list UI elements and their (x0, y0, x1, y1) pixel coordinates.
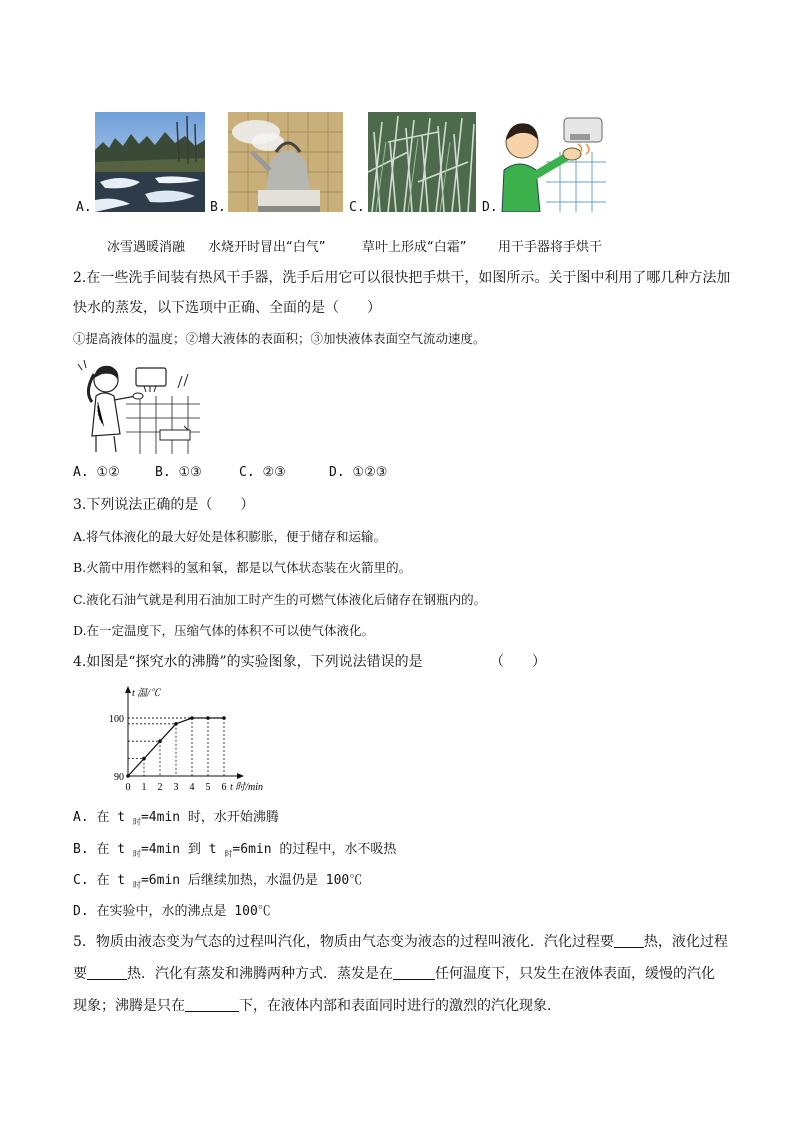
q4-option-a-sub: 时 (132, 817, 141, 827)
q4-option-a-post: =4min 时，水开始沸腾 (140, 810, 279, 825)
q4-option-b-sub: 时 (132, 849, 141, 859)
q4-option-b-pre: B. 在 t (73, 842, 133, 857)
q2-option-c: C. ②③ (239, 465, 286, 480)
q5-line2-text-b: 热．汽化有蒸发和沸腾两种方式．蒸发是在 (127, 966, 393, 982)
chart-y-arrow (125, 686, 131, 693)
q3-option-a: A.将气体液化的最大好处是体积膨胀，便于储存和运输。 (73, 529, 387, 544)
hand-dryer-cartoon (500, 112, 606, 212)
q5-line3-text-a: 现象；沸腾是只在 (73, 998, 185, 1014)
q5-line2-text-a: 要 (73, 966, 87, 982)
q2-stem-line1: 2.在一些洗手间装有热风干手器，洗手后用它可以很快把手烘干，如图所示。关于图中利用了哪几种方法加 (73, 270, 731, 286)
q4-option-b-post: =4min 到 t (140, 842, 225, 857)
q1-option-a-caption: 冰雪遇暖消融 (107, 240, 186, 255)
q5-blank-3[interactable] (393, 965, 435, 980)
q2-option-b: B. ①③ (155, 465, 202, 480)
chart-x-tick-label: 4 (189, 782, 195, 793)
q2-stem-line2: 快水的蒸发，以下选项中正确、全面的是（ ） (73, 300, 381, 316)
chart-point (222, 716, 226, 720)
chart-x-label: t 时/min (230, 782, 264, 793)
q4-option-d-pre: D. 在实验中，水的沸点是 100℃ (73, 904, 271, 919)
q1-option-b-letter: B. (210, 200, 226, 215)
q2-option-d: D. ①②③ (329, 465, 388, 480)
q5-line1 (73, 932, 728, 952)
q5-line2 (73, 964, 715, 984)
chart-y-label: t 温/℃ (132, 688, 161, 699)
q3-option-c: C.液化石油气就是利用石油加工时产生的可燃气体液化后储存在钢瓶内的。 (73, 592, 487, 607)
q4-option-b-post2: =6min 的过程中，水不吸热 (232, 842, 397, 857)
q4-paren: （ ） (490, 654, 546, 670)
q5-blank-1[interactable] (614, 933, 644, 948)
girl-hand-dryer-drawing (74, 356, 204, 454)
chart-series-line (128, 718, 224, 776)
chart-y-tick-label: 100 (109, 714, 124, 725)
chart-x-tick-label: 0 (125, 782, 131, 793)
q4-option-c-post: =6min 后继续加热，水温仍是 100℃ (140, 873, 363, 888)
chart-point (190, 716, 194, 720)
q1-option-b-caption: 水烧开时冒出“白气” (208, 240, 326, 255)
q2-option-a: A. ①② (73, 465, 120, 480)
chart-x-tick-label: 6 (221, 782, 227, 793)
q4-stem: 4.如图是“探究水的沸腾”的实验图象，下列说法错误的是 (73, 654, 423, 670)
chart-point (206, 716, 210, 720)
q4-option-a-pre: A. 在 t (73, 810, 133, 825)
q4-option-d (73, 902, 271, 922)
q4-option-c (73, 871, 362, 896)
q5-line1-text-a: 5．物质由液态变为气态的过程叫汽化，物质由气态变为液态的过程叫液化．汽化过程要 (73, 934, 614, 950)
chart-x-tick-label: 5 (205, 782, 211, 793)
q5-line1-text-b: 热，液化过程 (643, 934, 728, 950)
q5-blank-4[interactable] (185, 997, 239, 1012)
snow-river-photo (95, 112, 205, 212)
q5-line3-text-b: 下，在液体内部和表面同时进行的激烈的汽化现象． (239, 998, 561, 1014)
q3-option-b: B.火箭中用作燃料的氢和氧，都是以气体状态装在火箭里的。 (73, 560, 412, 575)
q1-option-c-caption: 草叶上形成“白霜” (362, 240, 467, 255)
chart-x-tick-label: 2 (157, 782, 163, 793)
q5-blank-2[interactable] (87, 965, 127, 980)
chart-x-arrow (237, 773, 244, 779)
chart-point (158, 739, 162, 743)
chart-point (142, 757, 146, 761)
chart-x-tick-label: 3 (173, 782, 179, 793)
chart-y-tick-label: 90 (114, 772, 124, 783)
boiling-chart (100, 684, 280, 796)
q3-stem: 3.下列说法正确的是（ ） (73, 497, 255, 513)
frost-grass-photo (368, 112, 476, 212)
q1-option-d-letter: D. (482, 200, 498, 215)
q1-option-c-letter: C. (349, 200, 365, 215)
q4-option-c-sub: 时 (132, 880, 141, 890)
q4-option-c-pre: C. 在 t (73, 873, 133, 888)
q1-option-d-caption: 用干手器将手烘干 (498, 240, 603, 255)
q4-option-a (73, 808, 279, 833)
chart-point (126, 774, 130, 778)
q3-option-d: D.在一定温度下，压缩气体的体积不可以使气体液化。 (73, 623, 375, 638)
q5-line2-text-c: 任何温度下，只发生在液体表面，缓慢的汽化 (435, 966, 715, 982)
q5-line3 (73, 996, 561, 1016)
q2-methods: ①提高液体的温度；②增大液体的表面积；③加快液体表面空气流动速度。 (73, 331, 486, 346)
q4-option-b-sub2: 时 (224, 849, 233, 859)
chart-x-tick-label: 1 (141, 782, 147, 793)
q1-option-a-letter: A. (76, 200, 92, 215)
chart-point (174, 722, 178, 726)
q4-option-b (73, 840, 396, 865)
boiling-kettle-photo (228, 112, 343, 212)
